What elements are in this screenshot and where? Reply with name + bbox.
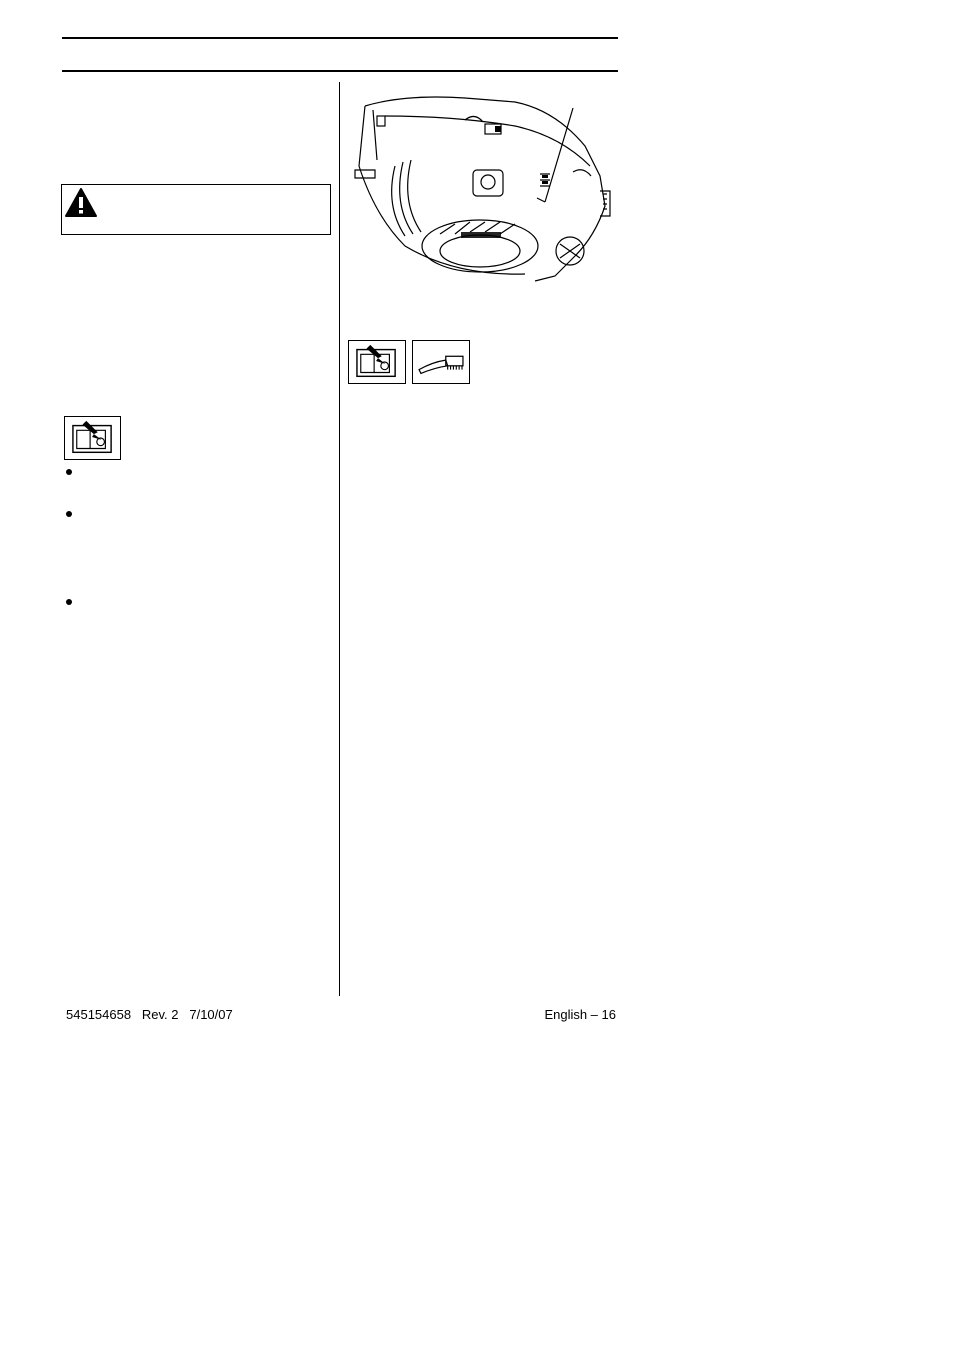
- column-divider: [339, 82, 340, 996]
- read-manual-icon: [348, 340, 406, 384]
- warning-box: [61, 184, 331, 235]
- read-manual-icon: [64, 416, 121, 460]
- list-bullet: [66, 469, 72, 475]
- engine-air-intake-illustration: [345, 86, 617, 286]
- list-bullet: [66, 599, 72, 605]
- warning-triangle-icon: [64, 187, 98, 218]
- footer-doc-info: 545154658 Rev. 2 7/10/07: [66, 1007, 233, 1022]
- footer-page-label: English – 16: [544, 1007, 616, 1022]
- brush-icon: [412, 340, 470, 384]
- list-bullet: [66, 511, 72, 517]
- header-rule-top: [62, 37, 618, 39]
- header-rule-bottom: [62, 70, 618, 72]
